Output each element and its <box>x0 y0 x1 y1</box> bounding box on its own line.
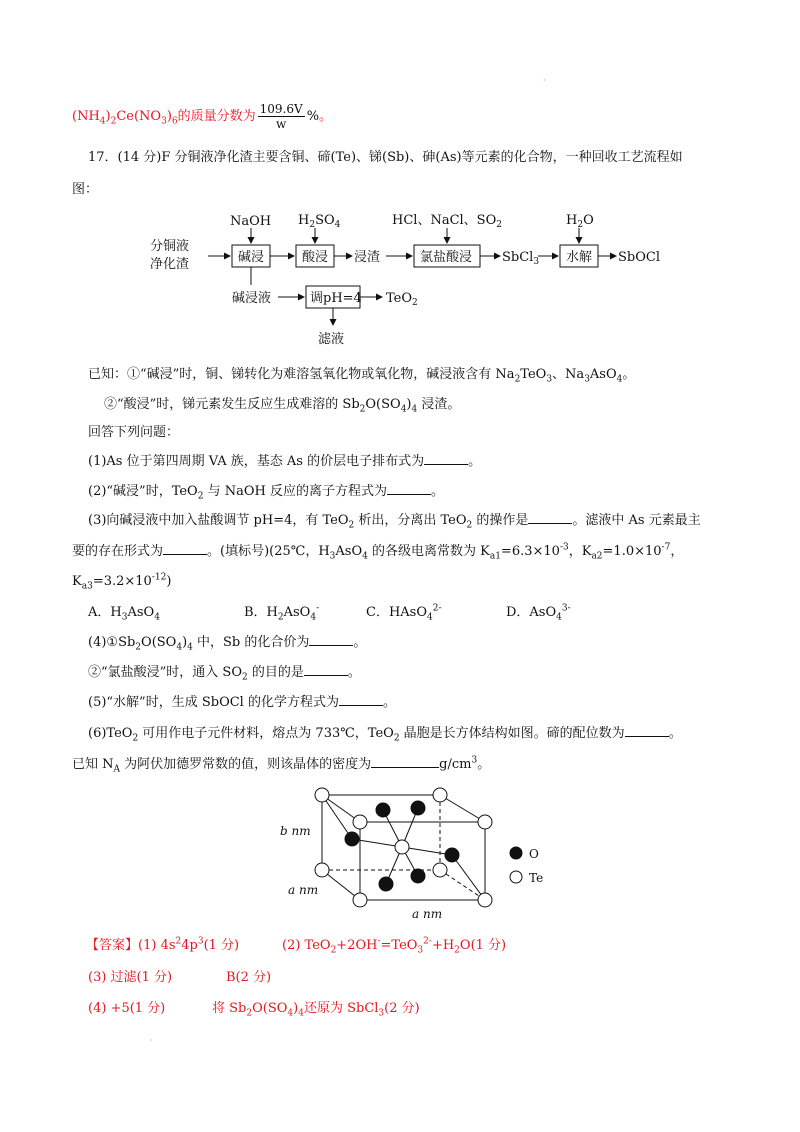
question-3-line2: 要的存在形式为 。(填标号)(25℃，$H_3AsO_4$ 的各级电离常数为 $K_{a1}=6.3\times 10^{-3}$，$K_{a2}=1.0\times 10^{-7}$， <box>72 542 684 562</box>
flow-box-hydrolysis-label: 水解 <box>566 250 593 265</box>
answer-blank[interactable] <box>625 724 669 737</box>
fraction-denominator: w <box>276 117 287 131</box>
question-17-stem: 17．(14 分)F 分铜液净化渣主要含铜、碲(Te)、锑(Sb)、砷(As)等元素的化合物，一种回收工艺流程如 <box>88 150 683 165</box>
flow-node-teo2: TeO$_2$ <box>386 291 418 308</box>
o-atom <box>411 869 425 883</box>
te-atom <box>433 863 447 877</box>
flow-start-line1: 分铜液 <box>150 239 190 254</box>
legend-o-label: O <box>529 847 539 861</box>
cell-edge <box>440 795 485 822</box>
known-info-2: ②“酸浸”时，锑元素发生反应生成难溶的 $Sb_2O(SO_4)_4$ 浸渣。 <box>104 397 461 415</box>
label-b-nm: b nm <box>280 824 311 838</box>
legend-te-label: Te <box>529 871 544 885</box>
text: ) <box>105 109 111 124</box>
flow-box-adjust-ph-label: 调pH=4 <box>310 291 362 306</box>
fraction <box>258 102 305 131</box>
answer-line-1: 【答案】(1) $4s^24p^3(1$ 分) <box>86 936 240 953</box>
bond <box>452 855 485 900</box>
o-atom <box>445 848 459 862</box>
question-3-line3: $K_{a3}=3.2\times 10^{-12}$) <box>72 572 172 592</box>
question-1: (1)As 位于第四周期 VA 族，基态 As 的价层电子排布式为 。 <box>88 454 482 469</box>
flow-start-line2: 净化渣 <box>150 257 190 272</box>
option-c[interactable]: C．HAsO$_4^{2-}$ <box>366 603 442 623</box>
question-3: (3)向碱浸液中加入盐酸调节 pH=4，有 TeO$_2$ 析出，分离出 TeO$_2$ 的操作是 。滤液中 As 元素最主 <box>88 513 701 531</box>
flow-box-chloride-acid-leach-label: 氯盐酸浸 <box>420 250 473 265</box>
subscript: 2 <box>110 116 117 127</box>
flow-node-sbocl: SbOCl <box>618 250 660 265</box>
cell-edge-hidden <box>440 870 485 900</box>
flow-box-acid-leach-label: 酸浸 <box>302 250 329 265</box>
subscript: 4 <box>99 116 106 127</box>
answer-blank[interactable] <box>371 755 439 768</box>
known-info-1: 已知：①“碱浸”时，铜、锑转化为难溶氢氧化物或氧化物，碱浸液含有 $Na_2TeO_3$、$Na_3AsO_4$。 <box>88 367 636 385</box>
text: Ce(NO <box>116 109 162 124</box>
answer-line-4b: 将 $Sb_2O(SO_4)_4$还原为 SbCl$_3$(2 分) <box>212 1001 420 1019</box>
o-atom <box>379 877 393 891</box>
answer-prompt: 回答下列问题： <box>88 425 180 440</box>
stray-dot: · <box>150 1036 153 1045</box>
answer-blank[interactable] <box>304 663 348 676</box>
answer-blank[interactable] <box>163 542 207 555</box>
option-a[interactable]: A．$H_3AsO_4$ <box>88 605 160 623</box>
legend-te-marker <box>510 871 522 883</box>
text: ) <box>166 109 172 124</box>
question-6: (6)TeO$_2$ 可用作电子元件材料，熔点为 733℃，TeO$_2$ 晶胞是长方体结构如图。碲的配位数为 。 <box>88 726 682 744</box>
flow-node-alkali-liquid: 碱浸液 <box>232 291 272 306</box>
o-atom <box>376 803 390 817</box>
answer-blank[interactable] <box>339 693 383 706</box>
answer-line-3: (3) 过滤(1 分) <box>88 970 173 985</box>
subscript: 3 <box>161 116 167 127</box>
question-2: (2)“碱浸”时，TeO$_2$ 与 NaOH 反应的离子方程式为 。 <box>88 484 445 502</box>
te-atom <box>478 815 492 829</box>
answer-blank[interactable] <box>528 511 572 524</box>
text: 。 <box>319 109 333 124</box>
o-atom <box>345 832 359 846</box>
fraction-numerator: 109.6V <box>259 102 303 116</box>
te-atom <box>433 788 447 802</box>
reagent-h2so4: $H_2SO_4$ <box>298 213 341 230</box>
te-atom <box>478 893 492 907</box>
teo2-unit-cell-diagram <box>280 780 570 920</box>
te-atom <box>353 893 367 907</box>
option-b[interactable]: B．$H_2AsO_4^-$ <box>244 603 320 623</box>
flow-node-sbcl3: SbCl$_3$ <box>502 250 540 267</box>
flow-box-alkali-leach-label: 碱浸 <box>238 250 265 265</box>
te-atom <box>315 788 329 802</box>
te-atom-center <box>395 840 409 854</box>
process-flow-diagram <box>150 205 710 355</box>
subscript: 6 <box>171 116 178 127</box>
answer-blank[interactable] <box>424 452 468 465</box>
label-a-nm-bottom: a nm <box>412 907 443 920</box>
legend-o-marker <box>510 847 522 859</box>
answer-line-2: (2) $TeO_2+2OH^-=TeO_3^{2-}+H_2O(1$ 分) <box>282 936 507 956</box>
flow-node-filtrate: 滤液 <box>318 332 345 347</box>
text: 的质量分数为 <box>177 109 256 124</box>
text: (NH <box>72 109 100 124</box>
bond <box>402 847 452 855</box>
bond <box>322 795 352 839</box>
label-a-nm-left: a nm <box>288 883 319 897</box>
option-d[interactable]: D．AsO$_4^{3-}$ <box>506 603 571 623</box>
question-4-part2: ②“氯盐酸浸”时，通入 $SO_2$ 的目的是 。 <box>88 665 361 683</box>
te-atom <box>353 815 367 829</box>
te-atom <box>315 863 329 877</box>
stray-dot: · <box>543 76 546 85</box>
reagent-h2o: $H_2O$ <box>566 213 594 230</box>
answer-line-4: (4) +5(1 分) <box>88 1001 166 1016</box>
o-atom <box>411 801 425 815</box>
flow-node-residue: 浸渣 <box>354 250 381 265</box>
percent-sign: % <box>306 109 320 124</box>
question-6-line2: 已知 $N_A$ 为阿伏加德罗常数的值，则该晶体的密度为 $g/cm^3$。 <box>72 755 491 775</box>
previous-answer-line <box>72 102 332 131</box>
reagent-naoh: NaOH <box>230 214 272 229</box>
question-17-stem-line2: 图： <box>72 182 99 197</box>
answer-line-3b: B(2 分) <box>226 970 272 985</box>
answer-blank[interactable] <box>309 633 353 646</box>
question-4: $(4)①Sb_2O(SO_4)_4$ 中，Sb 的化合价为 。 <box>88 635 367 653</box>
question-5: (5)“水解”时，生成 SbOCl 的化学方程式为 。 <box>88 695 396 710</box>
answer-blank[interactable] <box>387 482 431 495</box>
reagent-hcl-nacl-so2: HCl、NaCl、$SO_2$ <box>392 213 502 230</box>
